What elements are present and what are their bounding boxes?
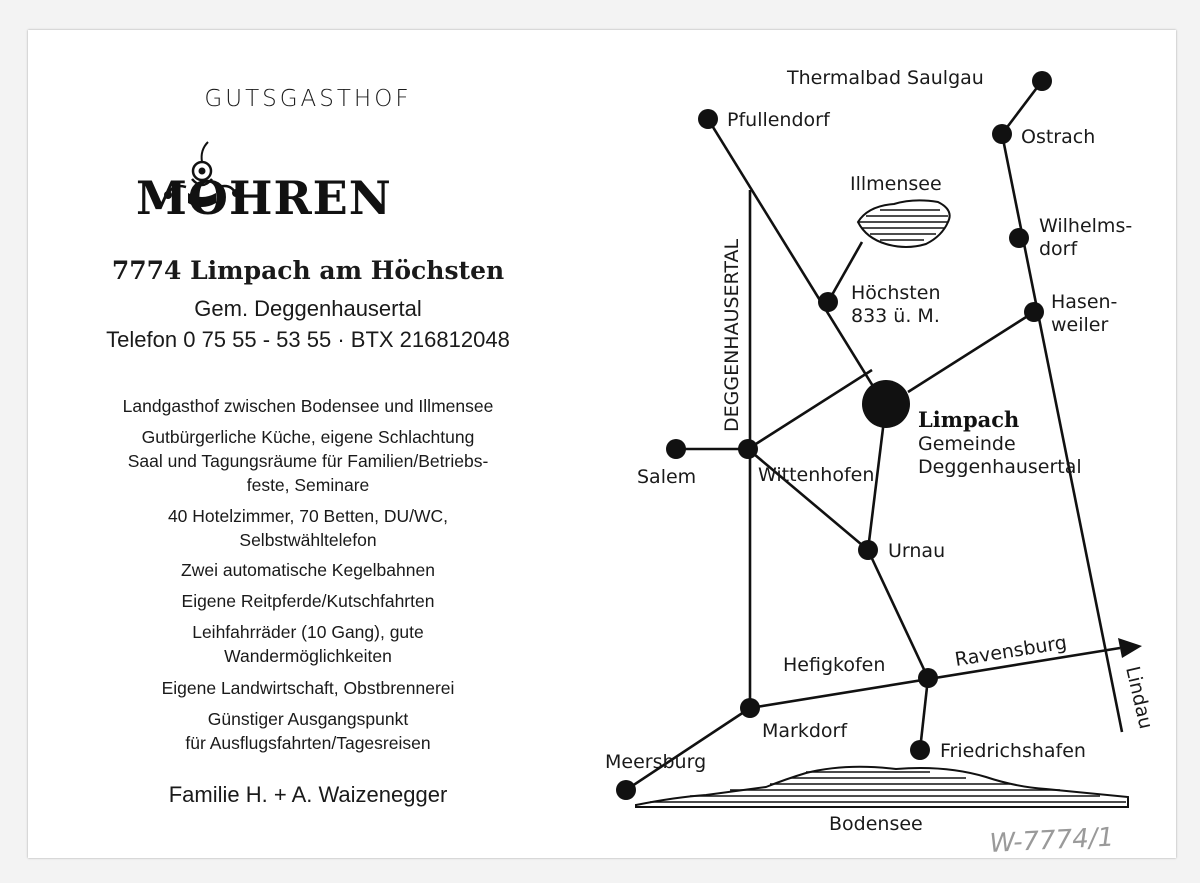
label-thermalbad: Thermalbad Saulgau (787, 67, 984, 89)
marker-meersburg (616, 780, 636, 800)
marker-hefigkofen (918, 668, 938, 688)
label-deggenhausertal: Deggenhausertal (918, 456, 1082, 478)
label-lindau: Lindau (1121, 664, 1157, 732)
feature-2: Gutbürgerliche Küche, eigene Schlachtung Saal und Tagungsräume für Familien/Betriebs- feste, Seminare (127, 427, 489, 495)
label-friedrichshafen: Friedrichshafen (940, 740, 1086, 762)
phone-line: Telefon 0 75 55 - 53 55 · BTX 216812048 (106, 327, 510, 352)
label-hoechsten-2: 833 ü. M. (851, 305, 940, 327)
label-ravensburg: Ravensburg (953, 631, 1069, 671)
label-limpach: Limpach (918, 407, 1020, 432)
label-salem: Salem (637, 466, 697, 488)
feature-7: Eigene Landwirtschaft, Obstbrennerei (161, 678, 455, 698)
feature-6: Leihfahrräder (10 Gang), gute Wandermöglichkeiten (192, 622, 424, 666)
label-wilhelmsdorf-2: dorf (1039, 238, 1078, 260)
kicker-title: GUTSGASTHOF (204, 86, 412, 112)
feature-1: Landgasthof zwischen Bodensee und Illmensee (122, 396, 494, 416)
feature-5: Eigene Reitpferde/Kutschfahrten (181, 591, 435, 611)
road-friedrichshafen (920, 678, 928, 750)
marker-hasenweiler (1024, 302, 1044, 322)
label-valley: DEGGENHAUSERTAL (721, 238, 743, 432)
feature-8: Günstiger Ausgangspunkt für Ausflugsfahrten/Tagesreisen (185, 709, 431, 753)
marker-salem (666, 439, 686, 459)
feature-4: Zwei automatische Kegelbahnen (181, 560, 435, 580)
marker-wilhelmsdorf (1009, 228, 1029, 248)
label-urnau: Urnau (888, 540, 946, 562)
label-hefigkofen: Hefigkofen (783, 654, 886, 676)
label-hasenweiler-2: weiler (1051, 314, 1109, 336)
marker-hoechsten (818, 292, 838, 312)
logo-wordmark: MOHREN (136, 171, 392, 225)
feature-3: 40 Hotelzimmer, 70 Betten, DU/WC, Selbstwähltelefon (167, 506, 449, 550)
label-wilhelmsdorf-1: Wilhelms- (1039, 215, 1133, 237)
label-illmensee: Illmensee (850, 173, 942, 195)
marker-ostrach (992, 124, 1012, 144)
arrow-ravensburg-icon (1118, 638, 1142, 658)
road-meersburg (626, 708, 750, 790)
label-pfullendorf: Pfullendorf (727, 109, 830, 131)
label-hasenweiler-1: Hasen- (1051, 291, 1118, 313)
marker-wittenhofen (738, 439, 758, 459)
label-ostrach: Ostrach (1021, 126, 1096, 148)
marker-limpach (862, 380, 910, 428)
handwritten-archive-number: W-7774/1 (988, 822, 1115, 859)
label-wittenhofen: Wittenhofen (758, 464, 875, 486)
marker-urnau (858, 540, 878, 560)
marker-markdorf (740, 698, 760, 718)
label-markdorf: Markdorf (762, 720, 848, 742)
marker-thermalbad (1032, 71, 1052, 91)
lake-illmensee-icon (858, 200, 950, 247)
label-hoechsten-1: Höchsten (851, 282, 941, 304)
label-meersburg: Meersburg (605, 751, 707, 773)
family-signature: Familie H. + A. Waizenegger (168, 782, 448, 807)
label-bodensee: Bodensee (829, 813, 923, 835)
marker-pfullendorf (698, 109, 718, 129)
marker-friedrichshafen (910, 740, 930, 760)
bodensee-lake-icon (636, 767, 1128, 807)
address: 7774 Limpach am Höchsten (111, 256, 505, 285)
road-wittenhofen-limpach (748, 370, 872, 449)
municipality: Gem. Deggenhausertal (194, 296, 422, 321)
label-gemeinde: Gemeinde (918, 433, 1016, 455)
